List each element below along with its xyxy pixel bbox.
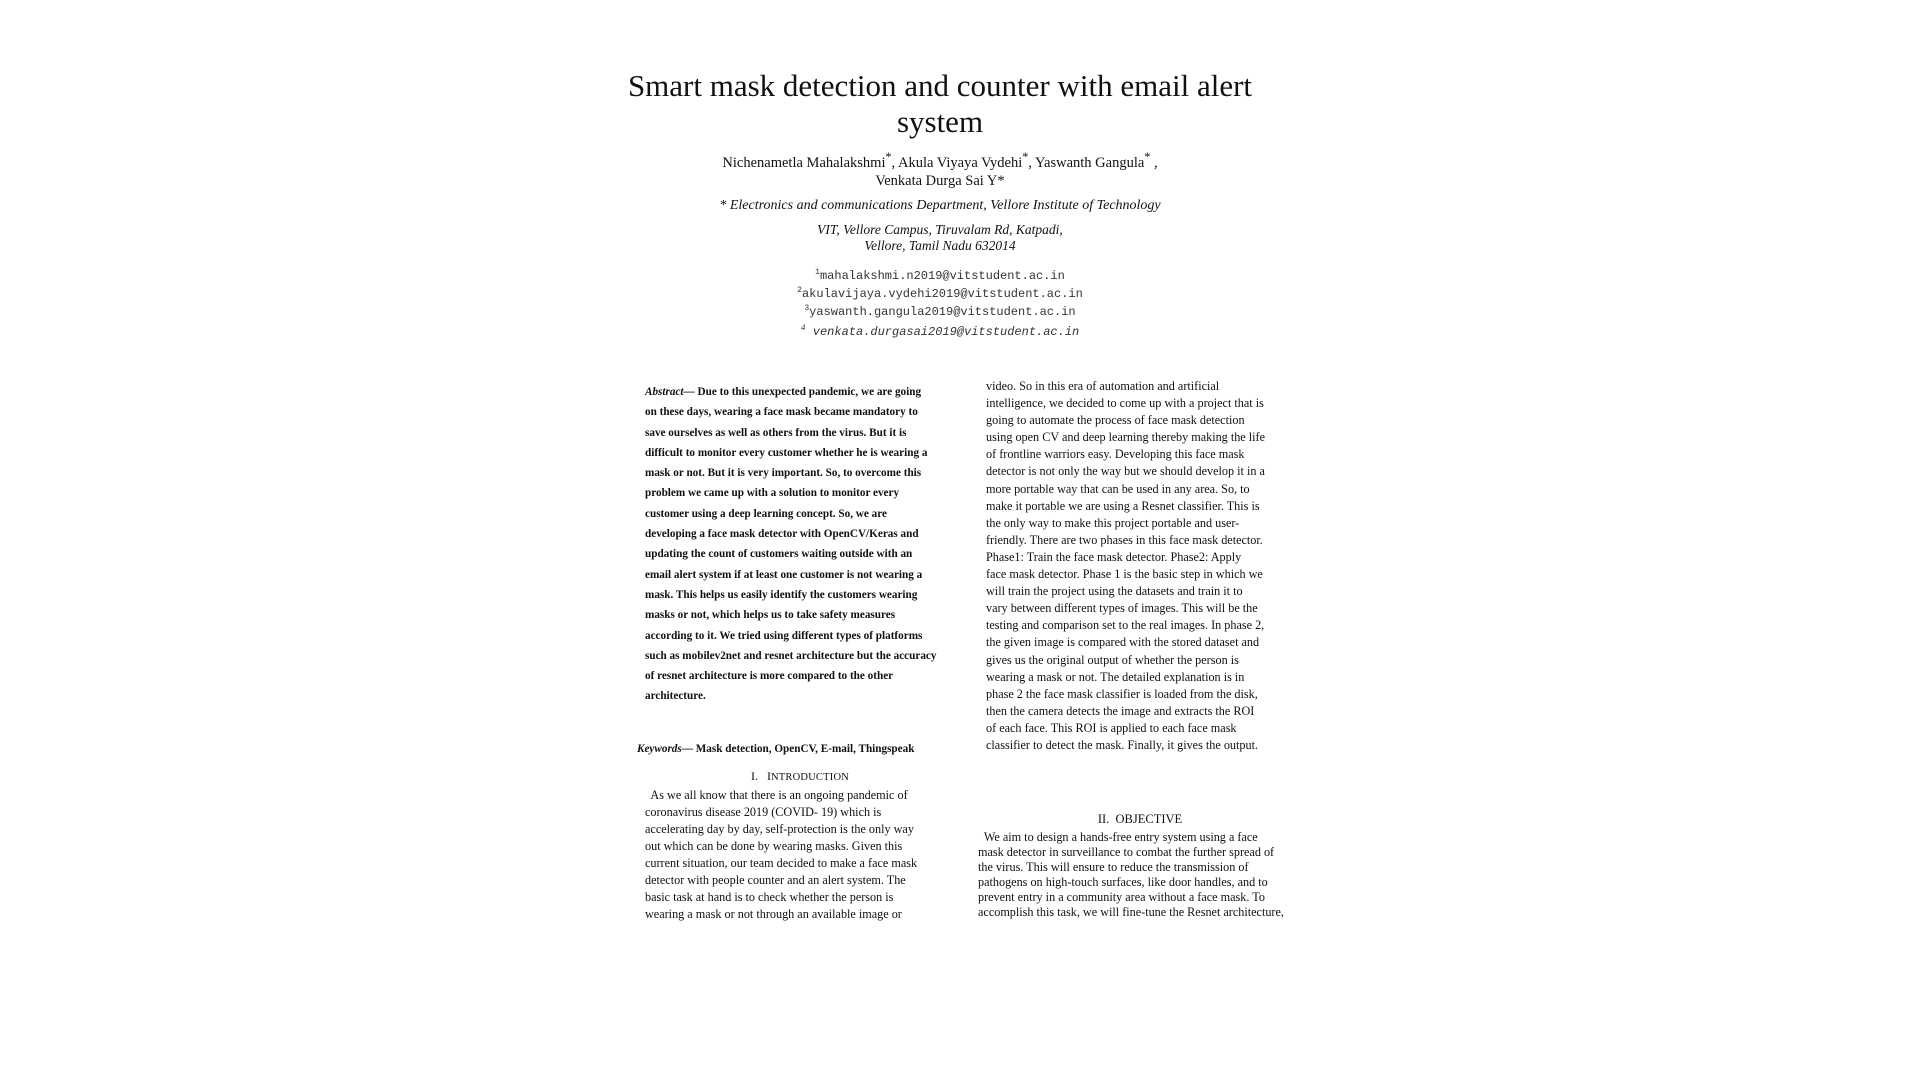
abstract-line: according to it. We tried using different types of platforms — [645, 629, 923, 642]
email-3-text: yaswanth.gangula2019@vitstudent.ac.in — [809, 305, 1076, 319]
intro-line: wearing a mask or not through an available image or — [645, 907, 902, 921]
email-1-text: mahalakshmi.n2019@vitstudent.ac.in — [819, 269, 1065, 283]
introduction-body — [645, 787, 945, 923]
author-1-mark: * — [885, 150, 892, 164]
paper-title — [600, 68, 1280, 140]
author-2-mark: * — [1022, 150, 1029, 164]
right-col-line: detector is not only the way but we should develop it in a — [986, 464, 1265, 479]
author-line-2: Venkata Durga Sai Y* — [875, 173, 1005, 189]
right-col-line: of each face. This ROI is applied to each face mask — [986, 720, 1237, 735]
abstract-line: save ourselves as well as others from the virus. But it is — [645, 426, 907, 439]
abstract-line: difficult to monitor every customer whether he is wearing a — [645, 446, 928, 459]
affiliation-address-1: VIT, Vellore Campus, Tiruvalam Rd, Katpadi, — [817, 222, 1063, 237]
affiliation-department: * Electronics and communications Department, Vellore Institute of Technology — [719, 198, 1161, 213]
email-1 — [640, 268, 1240, 283]
email-3 — [640, 304, 1240, 319]
abstract-line: mask. This helps us easily identify the customers wearing — [645, 588, 918, 601]
right-col-line: friendly. There are two phases in this face mask detector. — [986, 532, 1263, 547]
intro-line: coronavirus disease 2019 (COVID- 19) which is — [645, 805, 882, 819]
objective-body — [978, 830, 1305, 920]
right-col-line: classifier to detect the mask. Finally, it gives the output. — [986, 737, 1259, 752]
right-col-line: more portable way that can be used in any area. So, to — [986, 481, 1250, 496]
right-col-line: then the camera detects the image and extracts the ROI — [986, 703, 1255, 718]
abstract-line — [645, 382, 955, 402]
objective-line: accomplish this task, we will fine-tune the Resnet architecture, — [978, 905, 1284, 919]
right-col-line: Phase1: Train the face mask detector. Phase2: Apply — [986, 549, 1242, 564]
abstract-line-text: — Due to this unexpected pandemic, we are going — [683, 386, 922, 398]
right-col-line: the given image is compared with the stored dataset and — [986, 635, 1260, 650]
abstract-line: mask or not. But it is very important. So, to overcome this — [645, 467, 922, 480]
right-col-line: intelligence, we decided to come up with a project that is — [986, 396, 1264, 411]
intro-line: out which can be done by wearing masks. Given this — [645, 839, 903, 853]
abstract-line: developing a face mask detector with OpenCV/Keras and — [645, 528, 919, 541]
abstract-line: problem we came up with a solution to monitor every — [645, 487, 900, 500]
email-4-num: 4 — [800, 324, 806, 333]
right-col-line: phase 2 the face mask classifier is loaded from the disk, — [986, 686, 1258, 701]
objective-line: prevent entry in a community area without a face mask. To — [978, 890, 1265, 904]
abstract-line: masks or not, which helps us to take safety measures — [645, 609, 896, 622]
keywords — [637, 741, 967, 757]
right-col-line: will train the project using the datasets and train it to — [986, 584, 1243, 599]
title-line-1: Smart mask detection and counter with email alert — [627, 68, 1253, 103]
abstract-lead: Abstract — [645, 386, 684, 398]
intro-line: current situation, our team decided to make a face mask — [645, 856, 918, 870]
right-col-line: testing and comparison set to the real images. In phase 2, — [986, 618, 1265, 633]
intro-line: basic task at hand is to check whether the person is — [645, 890, 894, 904]
right-col-line: wearing a mask or not. The detailed explanation is in — [986, 669, 1245, 684]
intro-line: As we all know that there is an ongoing pandemic of — [645, 788, 908, 802]
abstract-line: such as mobilev2net and resnet architecture but the accuracy — [645, 649, 937, 662]
keywords-lead: Keywords — [637, 743, 682, 755]
author-2: Akula Viyaya Vydehi — [897, 154, 1023, 171]
author-list: Nichenametla Mahalakshmi*, Akula Viyaya Vydehi*, Yaswanth Gangula* , — [722, 150, 1158, 171]
abstract-line: customer using a deep learning concept. So, we are — [645, 507, 887, 520]
email-2 — [640, 286, 1240, 301]
right-col-line: gives us the original output of whether the person is — [986, 652, 1239, 667]
email-3-num: 3 — [804, 304, 810, 313]
right-col-line: of frontline warriors easy. Developing this face mask — [986, 447, 1245, 462]
abstract-line: on these days, wearing a face mask became mandatory to — [645, 406, 918, 419]
email-2-num: 2 — [797, 286, 802, 295]
author-3-mark: * — [1144, 150, 1151, 164]
email-1-num: 1 — [815, 268, 820, 277]
section-heading-introduction — [700, 769, 900, 784]
section-number: I. — [750, 769, 758, 783]
section-heading-objective: II. OBJECTIVE — [1097, 812, 1183, 826]
section-title-initial: I — [766, 769, 771, 783]
right-col-line: make it portable we are using a Resnet classifier. This is — [986, 498, 1260, 513]
right-column-body — [986, 378, 1296, 754]
right-col-line: using open CV and deep learning thereby making the life — [986, 430, 1265, 445]
abstract-line: of resnet architecture is more compared to the other — [645, 670, 894, 683]
email-2-text: akulavijaya.vydehi2019@vitstudent.ac.in — [801, 287, 1083, 301]
keywords-text: — Mask detection, OpenCV, E-mail, Thingspeak — [681, 743, 915, 755]
author-1: Nichenametla Mahalakshmi — [722, 154, 886, 171]
author-3: Yaswanth Gangula — [1035, 154, 1145, 171]
abstract-line: architecture. — [645, 690, 706, 703]
right-col-line: face mask detector. Phase 1 is the basic step in which we — [986, 567, 1263, 582]
objective-line: pathogens on high-touch surfaces, like door handles, and to — [978, 875, 1268, 889]
title-line-2: system — [896, 104, 984, 139]
objective-line: mask detector in surveillance to combat the further spread of — [978, 845, 1275, 859]
section-title-rest: NTRODUCTION — [770, 772, 850, 783]
abstract-line: email alert system if at least one customer is not wearing a — [645, 568, 923, 581]
right-col-line: the only way to make this project portable and user- — [986, 515, 1240, 530]
abstract-line: updating the count of customers waiting outside with an — [645, 548, 913, 561]
email-4 — [640, 324, 1240, 339]
objective-line: We aim to design a hands-free entry system using a face — [978, 830, 1258, 844]
affiliation-address-2: Vellore, Tamil Nadu 632014 — [864, 238, 1016, 253]
right-col-line: going to automate the process of face mask detection — [986, 413, 1245, 428]
right-col-line: video. So in this era of automation and artificial — [986, 379, 1220, 393]
email-4-text: venkata.durgasai2019@vitstudent.ac.in — [812, 325, 1080, 339]
intro-line: detector with people counter and an alert system. The — [645, 873, 906, 887]
right-col-line: vary between different types of images. This will be the — [986, 601, 1258, 616]
intro-line: accelerating day by day, self-protection is the only way — [645, 822, 914, 836]
objective-line: the virus. This will ensure to reduce the transmission of — [978, 860, 1249, 874]
abstract — [645, 382, 955, 707]
